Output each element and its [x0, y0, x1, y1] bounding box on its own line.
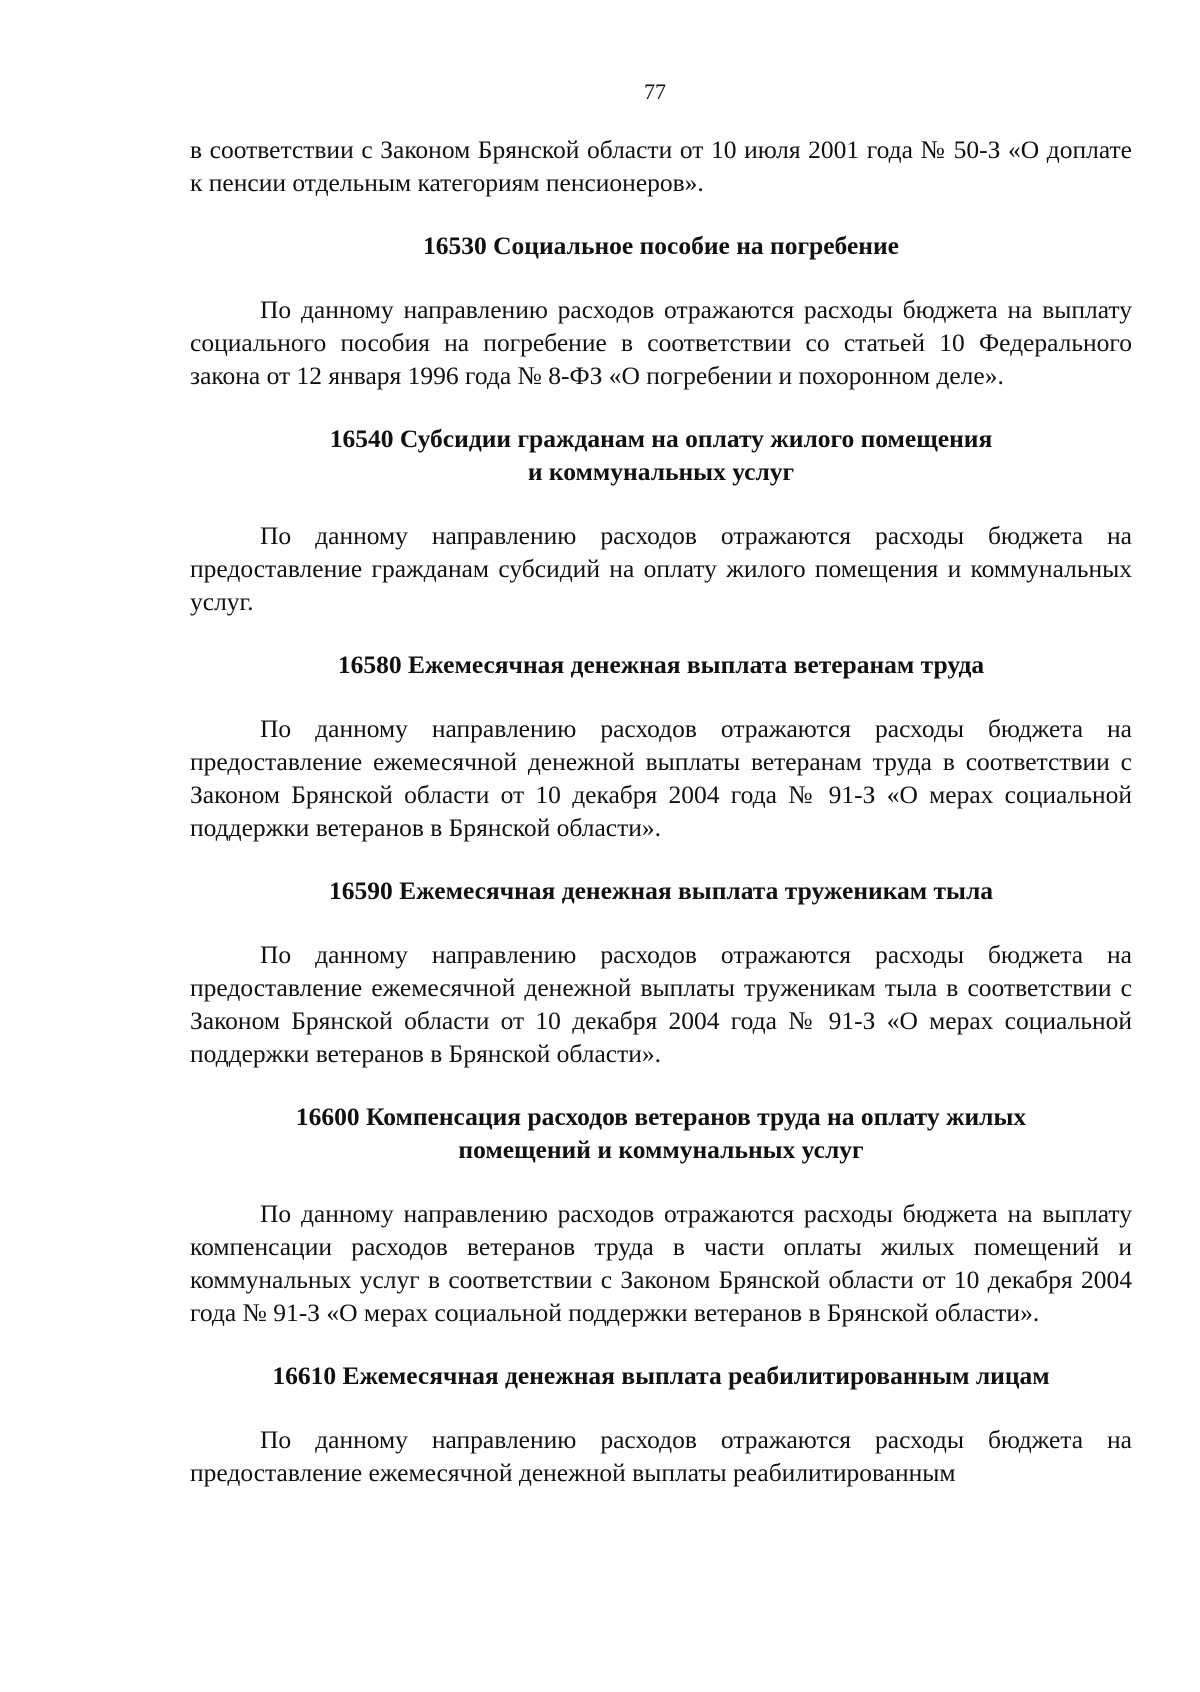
heading-line: 16590 Ежемесячная денежная выплата труженикам тыла [328, 876, 994, 905]
heading-16540 [190, 422, 1132, 488]
paragraph-16590: По данному направлению расходов отражаются расходы бюджета на предоставление ежемесячной денежной выплаты труженикам тыла в соответствии с Законом Брянской области от 10 декабря 2004 года № 91-З «О мерах социальной поддержки ветеранов в Брянской области». [190, 940, 1132, 1068]
paragraph-16530: По данному направлению расходов отражаются расходы бюджета на выплату социального пособия на погребение в соответствии со статьей 10 Федерального закона от 12 января 1996 года № 8-ФЗ «О погребении и похоронном деле». [190, 295, 1132, 390]
heading-line: 16580 Ежемесячная денежная выплата ветеранам труда [337, 650, 985, 679]
heading-line: и коммунальных услуг [527, 457, 795, 486]
heading-line: помещений и коммунальных услуг [458, 1135, 864, 1164]
heading-16590 [190, 874, 1132, 907]
document-body [190, 133, 1132, 1489]
heading-line: 16540 Субсидии гражданам на оплату жилого помещения [329, 424, 993, 453]
heading-line: 16600 Компенсация расходов ветеранов труда на оплату жилых [295, 1102, 1027, 1131]
paragraph-16580: По данному направлению расходов отражаются расходы бюджета на предоставление ежемесячной денежной выплаты ветеранам труда в соответствии с Законом Брянской области от 10 декабря 2004 года № 91-З «О мерах социальной поддержки ветеранов в Брянской области». [190, 714, 1132, 842]
heading-16610 [190, 1359, 1132, 1392]
paragraph-16540: По данному направлению расходов отражаются расходы бюджета на предоставление гражданам субсидий на оплату жилого помещения и коммунальных услуг. [190, 521, 1132, 616]
paragraph-1: в соответствии с Законом Брянской области от 10 июля 2001 года № 50-З «О доплате к пенсии отдельным категориям пенсионеров». [190, 135, 1132, 197]
heading-16530 [190, 229, 1132, 262]
heading-line: 16530 Социальное пособие на погребение [423, 231, 899, 260]
heading-16600 [190, 1100, 1132, 1166]
heading-line: 16610 Ежемесячная денежная выплата реабилитированным лицам [272, 1361, 1050, 1390]
page-number: 77 [644, 79, 666, 104]
paragraph-16610: По данному направлению расходов отражаются расходы бюджета на предоставление ежемесячной денежной выплаты реабилитированным [190, 1425, 1132, 1487]
heading-16580 [190, 648, 1132, 681]
paragraph-16600: По данному направлению расходов отражаются расходы бюджета на выплату компенсации расходов ветеранов труда в части оплаты жилых помещений и коммунальных услуг в соответствии с Законом Брянской области от 10 декабря 2004 года № 91-З «О мерах социальной поддержки ветеранов в Брянской области». [190, 1199, 1132, 1327]
